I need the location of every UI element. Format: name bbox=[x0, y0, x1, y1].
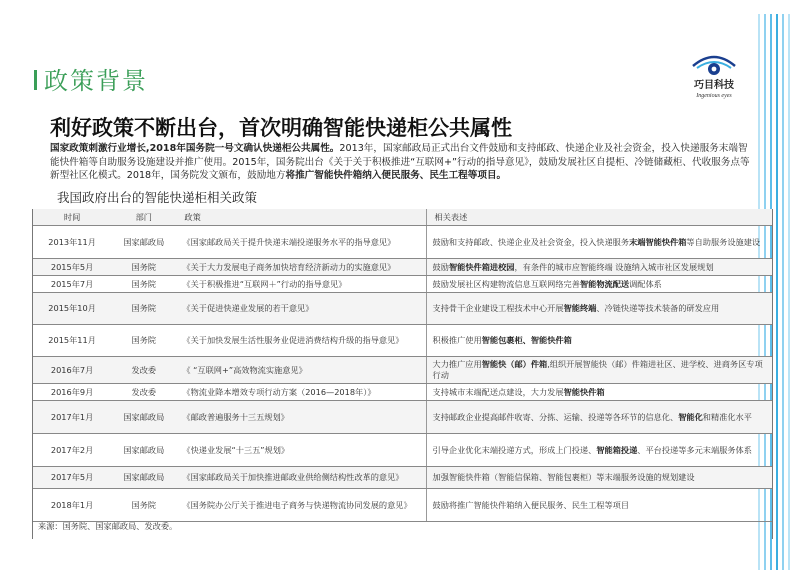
desc-highlight: 智能物流配送 bbox=[579, 278, 630, 289]
page-title: 政策背景 bbox=[44, 67, 148, 95]
table-row bbox=[33, 434, 772, 467]
cell-desc bbox=[426, 259, 772, 276]
desc-highlight: 智能快（邮）件箱 bbox=[481, 359, 548, 369]
summary-lead: 国家政策刺激行业增长,2018年国务院一号文确认快递柜公共属性。 bbox=[50, 143, 340, 154]
cell-policy: 《关于加快发展生活性服务业促进消费结构升级的指导意见》 bbox=[176, 325, 426, 357]
desc-text: ,组织开展智能快（邮）件箱进社区、进学校、进商务区专项行动 bbox=[432, 359, 763, 380]
cell-time: 2017年1月 bbox=[33, 401, 111, 434]
cell-dept: 国务院 bbox=[111, 293, 176, 325]
desc-highlight: 智能包裹柜、智能快件箱 bbox=[481, 335, 572, 345]
cell-dept: 国务院 bbox=[111, 259, 176, 276]
cell-dept: 国务院 bbox=[111, 276, 176, 293]
desc-text: ，有条件的城市应智能终端 设施纳入城市社区发展规划 bbox=[514, 261, 714, 272]
table-row bbox=[33, 293, 772, 325]
cell-time: 2015年7月 bbox=[33, 276, 111, 293]
cell-desc bbox=[426, 276, 772, 293]
cell-policy: 《快递业发展“十三五”规划》 bbox=[176, 434, 426, 467]
cell-dept: 国家邮政局 bbox=[111, 467, 176, 489]
desc-text: 支持城市末端配送点建设，大力发展 bbox=[432, 386, 564, 397]
cell-policy: 《国务院办公厅关于推进电子商务与快递物流协同发展的意见》 bbox=[176, 489, 426, 522]
cell-policy: 《关于大力发展电子商务加快培育经济新动力的实施意见》 bbox=[176, 259, 426, 276]
eye-logo-icon bbox=[691, 50, 737, 80]
table-row bbox=[33, 325, 772, 357]
desc-text: 加强智能快件箱（智能信保箱、智能包裹柜）等末端服务设施的规划建设 bbox=[432, 472, 695, 482]
summary-paragraph bbox=[50, 142, 750, 183]
cell-policy: 《关于积极推进“互联网＋”行动的指导意见》 bbox=[176, 276, 426, 293]
policy-table bbox=[32, 209, 773, 539]
summary-tail: 将推广智能快件箱纳入便民服务、民生工程等项目。 bbox=[285, 170, 507, 182]
cell-desc bbox=[426, 325, 772, 357]
header-time: 时间 bbox=[33, 209, 111, 226]
desc-text: 等自助服务设施建设 bbox=[686, 236, 761, 247]
desc-text: 支持邮政企业提高邮件收寄、分拣、运输、投递等各环节的信息化、 bbox=[432, 411, 679, 422]
cell-desc bbox=[426, 384, 772, 401]
cell-policy: 《关于促进快递业发展的若干意见》 bbox=[176, 293, 426, 325]
desc-highlight: 智能终端 bbox=[563, 303, 597, 313]
table-header-row bbox=[33, 209, 772, 226]
cell-time: 2015年10月 bbox=[33, 293, 111, 325]
cell-time: 2017年2月 bbox=[33, 434, 111, 467]
cell-dept: 国务院 bbox=[111, 489, 176, 522]
desc-highlight: 末端智能快件箱 bbox=[629, 236, 687, 247]
desc-text: 和精准化水平 bbox=[702, 411, 752, 422]
desc-text: 鼓励 bbox=[432, 261, 449, 272]
cell-time: 2018年1月 bbox=[33, 489, 111, 522]
cell-policy: 《国家邮政局关于提升快递末端投递服务水平的指导意见》 bbox=[176, 226, 426, 259]
table-row bbox=[33, 489, 772, 522]
desc-highlight: 智能快件箱 bbox=[563, 386, 605, 397]
cell-desc bbox=[426, 467, 772, 489]
cell-dept: 发改委 bbox=[111, 384, 176, 401]
desc-text: 、冷链快递等技术装备的研发应用 bbox=[596, 303, 720, 313]
cell-time: 2015年11月 bbox=[33, 325, 111, 357]
desc-text: 积极推广使用 bbox=[432, 335, 482, 345]
desc-text: 大力推广应用 bbox=[432, 359, 482, 369]
summary-body: 2013年，国家邮政局正式出台文件鼓励和支持邮政、快递企业及社会资金，投入快递服务末端智能快件箱等自助服务设施建设并推广使用。2015年，国务院出台《关于关于积极推进“互联网+”行动的指导意见》，鼓励发展社区自提柜、冷链储藏柜、代收服务点等新型社区化模式。2018年，国务院发文颁布，鼓励地方 bbox=[50, 143, 750, 182]
cell-dept: 发改委 bbox=[111, 357, 176, 384]
logo-name: 巧目科技 bbox=[694, 80, 734, 91]
desc-text: 支持骨干企业建设工程技术中心开展 bbox=[432, 303, 564, 313]
cell-time: 2016年9月 bbox=[33, 384, 111, 401]
table-row bbox=[33, 357, 772, 384]
cell-dept: 国家邮政局 bbox=[111, 401, 176, 434]
desc-highlight: 智能化 bbox=[678, 411, 703, 422]
cell-policy: 《物流业降本增效专项行动方案（2016—2018年）》 bbox=[176, 384, 426, 401]
desc-text: 鼓励将推广智能快件箱纳入便民服务、民生工程等项目 bbox=[432, 499, 630, 510]
cell-desc bbox=[426, 489, 772, 522]
title-accent-bar bbox=[34, 70, 37, 90]
cell-desc bbox=[426, 226, 772, 259]
cell-policy: 《邮政普遍服务十三五规划》 bbox=[176, 401, 426, 434]
desc-text: 引导企业优化末端投递方式，形成上门投递、 bbox=[432, 444, 597, 455]
table-row bbox=[33, 467, 772, 489]
desc-text: 鼓励和支持邮政、快递企业及社会资金，投入快递服务 bbox=[432, 236, 630, 247]
desc-highlight: 智能箱投递 bbox=[596, 444, 638, 455]
table-title: 我国政府出台的智能快递柜相关政策 bbox=[57, 190, 258, 205]
cell-policy: 《国家邮政局关于加快推进邮政业供给侧结构性改革的意见》 bbox=[176, 467, 426, 489]
cell-time: 2017年5月 bbox=[33, 467, 111, 489]
cell-time: 2015年5月 bbox=[33, 259, 111, 276]
header-dept: 部门 bbox=[111, 209, 176, 226]
desc-highlight: 智能快件箱进校园 bbox=[448, 261, 515, 272]
cell-dept: 国家邮政局 bbox=[111, 226, 176, 259]
logo-subtitle: Ingenious eyes bbox=[696, 93, 732, 99]
cell-desc bbox=[426, 401, 772, 434]
company-logo bbox=[678, 50, 750, 110]
cell-dept: 国务院 bbox=[111, 325, 176, 357]
cell-time: 2013年11月 bbox=[33, 226, 111, 259]
header-desc: 相关表述 bbox=[426, 209, 772, 226]
table-row bbox=[33, 226, 772, 259]
table-row bbox=[33, 276, 772, 293]
header-policy: 政策 bbox=[176, 209, 426, 226]
cell-desc bbox=[426, 357, 772, 384]
desc-text: 调配体系 bbox=[629, 278, 662, 289]
table-row bbox=[33, 401, 772, 434]
table-row bbox=[33, 384, 772, 401]
cell-policy: 《 “互联网+”高效物流实施意见》 bbox=[176, 357, 426, 384]
cell-desc bbox=[426, 434, 772, 467]
desc-text: 、平台投递等多元末端服务体系 bbox=[637, 444, 752, 455]
cell-time: 2016年7月 bbox=[33, 357, 111, 384]
source-note: 来源：国务院、国家邮政局、发改委。 bbox=[38, 521, 178, 531]
headline: 利好政策不断出台，首次明确智能快递柜公共属性 bbox=[50, 116, 512, 140]
desc-text: 鼓励发展社区构建物流信息互联网络完善 bbox=[432, 278, 580, 289]
table-row bbox=[33, 259, 772, 276]
cell-dept: 国家邮政局 bbox=[111, 434, 176, 467]
cell-desc bbox=[426, 293, 772, 325]
